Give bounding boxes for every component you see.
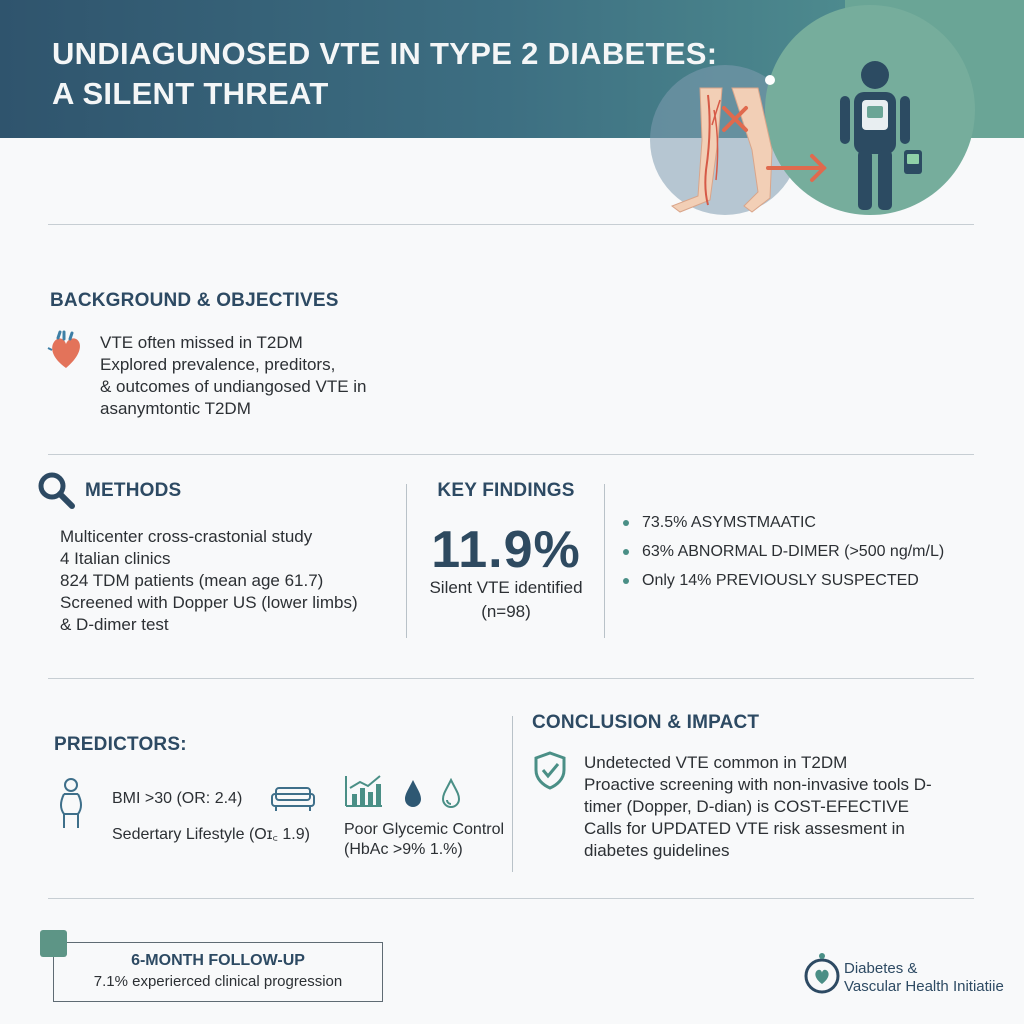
key-findings-list <box>620 508 1020 595</box>
divider-3 <box>48 678 974 679</box>
org-line-2: Vascular Health Initiatiie <box>844 978 1004 995</box>
finding-item: 73.5% ASYMSTMAATIC <box>620 508 1020 537</box>
background-line: & outcomes of undiangosed VTE in <box>100 377 367 396</box>
background-text <box>100 332 420 420</box>
silent-vte-stat: 11.9% <box>431 521 581 579</box>
stat-caption <box>418 576 594 624</box>
organization-logo-icon <box>802 950 842 996</box>
hero-dot <box>765 75 775 85</box>
conclusion-text <box>584 752 964 862</box>
predictor-glycemic <box>344 820 504 860</box>
vertical-divider-1 <box>406 484 407 638</box>
divider-2 <box>48 454 974 455</box>
stat-caption-line-1: Silent VTE identified <box>429 578 583 597</box>
methods-line: 824 TDM patients (mean age 61.7) <box>60 571 324 590</box>
hero-illustration <box>640 0 1024 220</box>
finding-item: 63% ABNORMAL D-DIMER (>500 ng/m/L) <box>620 537 1020 566</box>
conclusion-title: CONCLUSION & IMPACT <box>532 712 760 733</box>
methods-line: Multicenter cross-crastonial study <box>60 527 313 546</box>
couch-icon <box>270 784 316 812</box>
organization-name <box>844 960 1024 996</box>
key-findings-title: KEY FINDINGS <box>437 480 575 501</box>
shield-check-icon <box>532 750 568 790</box>
blood-drop-icon <box>402 778 424 808</box>
background-line: Explored prevalence, preditors, <box>100 355 336 374</box>
vertical-divider-3 <box>512 716 513 872</box>
background-title: BACKGROUND & OBJECTIVES <box>50 290 339 311</box>
vertical-divider-2 <box>604 484 605 638</box>
methods-title: METHODS <box>85 480 182 501</box>
title-line-2: A SILENT THREAT <box>52 76 329 111</box>
conclusion-line: diabetes guidelines <box>584 841 730 860</box>
stat-caption-line-2: (n=98) <box>481 602 531 621</box>
title-line-1: UNDIAGUNOSED VTE IN TYPE 2 DIABETES: <box>52 36 718 71</box>
conclusion-line: Proactive screening with non-invasive tools D- <box>584 775 932 794</box>
background-line: VTE often missed in T2DM <box>100 333 303 352</box>
followup-title: 6-MONTH FOLLOW-UP <box>131 952 305 969</box>
bar-chart-icon <box>344 774 384 808</box>
blood-drop-outline-icon <box>440 778 462 808</box>
glycemic-line-2: (HbAᴄ >9% 1.%) <box>344 841 463 858</box>
background-line: asanymtontic T2DM <box>100 399 251 418</box>
conclusion-line: Undetected VTE common in T2DM <box>584 753 848 772</box>
followup-box <box>53 942 383 1002</box>
conclusion-line: Calls for UPDATED VTE risk assesment in <box>584 819 905 838</box>
conclusion-line: timer (Dopper, D-dian) is COST-EFECTIVE <box>584 797 909 816</box>
predictors-title: PREDICTORS: <box>54 734 187 755</box>
divider-4 <box>48 898 974 899</box>
predictor-bmi: BMI >30 (OR: 2.4) <box>112 790 243 807</box>
body-outline-icon <box>56 778 86 830</box>
divider-1 <box>48 224 974 225</box>
magnifier-icon <box>36 470 76 510</box>
heart-icon <box>46 330 86 372</box>
followup-text: 7.1% experierced clinical progression <box>93 973 343 990</box>
methods-line: Screened with Dopper US (lower limbs) <box>60 593 358 612</box>
predictor-lifestyle: Sedertary Lifestyle (Oɪ꜀ 1.9) <box>112 826 310 843</box>
methods-text <box>60 526 400 636</box>
methods-line: 4 Italian clinics <box>60 549 171 568</box>
finding-item: Only 14% PREVIOUSLY SUSPECTED <box>620 566 1020 595</box>
org-line-1: Diabetes & <box>844 960 918 977</box>
methods-line: & D-dimer test <box>60 615 169 634</box>
glycemic-line-1: Poor Glycemic Control <box>344 821 505 838</box>
